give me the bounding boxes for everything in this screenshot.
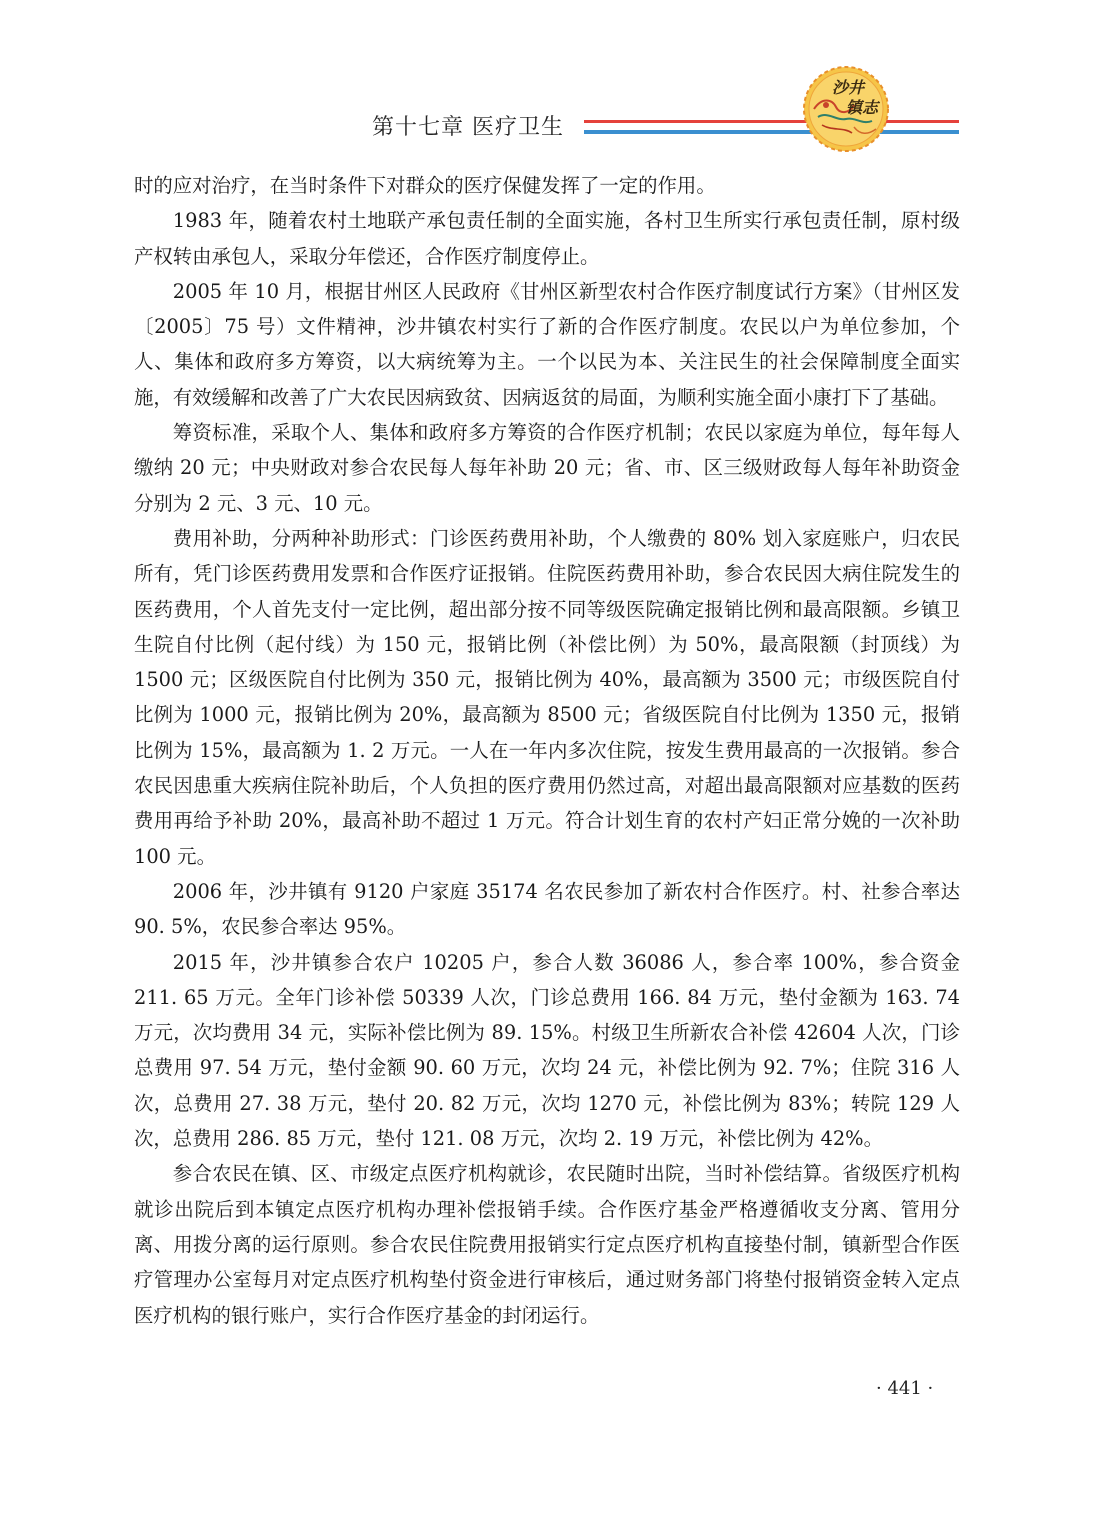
header-rule-blue [584, 130, 959, 134]
body-text [134, 168, 960, 1333]
paragraph: 2015 年，沙井镇参合农户 10205 户，参合人数 36086 人，参合率 100%，参合资金 211. 65 万元。全年门诊补偿 50339 人次，门诊总费用 166. 84 万元，垫付金额为 163. 74 万元，次均费用 34 元，实际补偿比例为 89. 15%。村级卫生所新农合补偿 42604 人次，门诊总费用 97. 54 万元，垫付金额 90. 60 万元，次均 24 元，补偿比例为 92. 7%；住院 316 人次，总费用 27. 38 万元，垫付 20. 82 万元，次均 1270 元，补偿比例为 83%；转院 129 人次，总费用 286. 85 万元，垫付 121. 08 万元，次均 2. 19 万元，补偿比例为 42%。 [134, 950, 960, 1151]
paragraph: 费用补助，分两种补助形式：门诊医药费用补助，个人缴费的 80% 划入家庭账户，归农民所有，凭门诊医药费用发票和合作医疗证报销。住院医药费用补助，参合农民因大病住院发生的医药费用，个人首先支付一定比例，超出部分按不同等级医院确定报销比例和最高限额。乡镇卫生院自付比例（起付线）为 150 元，报销比例（补偿比例）为 50%，最高限额（封顶线）为 1500 元；区级医院自付比例为 350 元，报销比例为 40%，最高额为 3500 元；市级医院自付比例为 1000 元，报销比例为 20%，最高额为 8500 元；省级医院自付比例为 1350 元，报销比例为 15%，最高额为 1. 2 万元。一人在一年内多次住院，按发生费用最高的一次报销。参合农民因患重大疾病住院补助后，个人负担的医疗费用仍然过高，对超出最高限额对应基数的医药费用再给予补助 20%，最高补助不超过 1 万元。符合计划生育的农村产妇正常分娩的一次补助 100 元。 [134, 526, 960, 868]
paragraph: 2006 年，沙井镇有 9120 户家庭 35174 名农民参加了新农村合作医疗。村、社参合率达 90. 5%，农民参合率达 95%。 [134, 879, 960, 939]
paragraph: 筹资标准，采取个人、集体和政府多方筹资的合作医疗机制；农民以家庭为单位，每年每人缴纳 20 元；中央财政对参合农民每人每年补助 20 元；省、市、区三级财政每人每年补助资金分别为 2 元、3 元、10 元。 [134, 421, 960, 515]
page-header [0, 0, 1093, 150]
paragraph: 2005 年 10 月，根据甘州区人民政府《甘州区新型农村合作医疗制度试行方案》（甘州区发〔2005〕75 号）文件精神，沙井镇农村实行了新的合作医疗制度。农民以户为单位参加，个人、集体和政府多方筹资，以大病统筹为主。一个以民为本、关注民生的社会保障制度全面实施，有效缓解和改善了广大农民因病致贫、因病返贫的局面，为顺利实施全面小康打下了基础。 [134, 279, 960, 409]
paragraph: 参合农民在镇、区、市级定点医疗机构就诊，农民随时出院，当时补偿结算。省级医疗机构就诊出院后到本镇定点医疗机构办理补偿报销手续。合作医疗基金严格遵循收支分离、管用分离、用拨分离的运行原则。参合农民住院费用报销实行定点医疗机构直接垫付制，镇新型合作医疗管理办公室每月对定点医疗机构垫付资金进行审核后，通过财务部门将垫付报销资金转入定点医疗机构的银行账户，实行合作医疗基金的封闭运行。 [134, 1162, 960, 1327]
header-rule-red [584, 120, 959, 123]
chapter-title: 第十七章 医疗卫生 [372, 115, 564, 140]
seal-text-line2: 镇志 [846, 98, 879, 117]
page-number: · 441 · [876, 1378, 934, 1399]
seal-text-line1: 沙井 [832, 78, 865, 97]
paragraph: 1983 年，随着农村土地联产承包责任制的全面实施，各村卫生所实行承包责任制，原村级产权转由承包人，采取分年偿还，合作医疗制度停止。 [134, 209, 960, 268]
paragraph: 时的应对治疗，在当时条件下对群众的医疗保健发挥了一定的作用。 [134, 174, 716, 197]
